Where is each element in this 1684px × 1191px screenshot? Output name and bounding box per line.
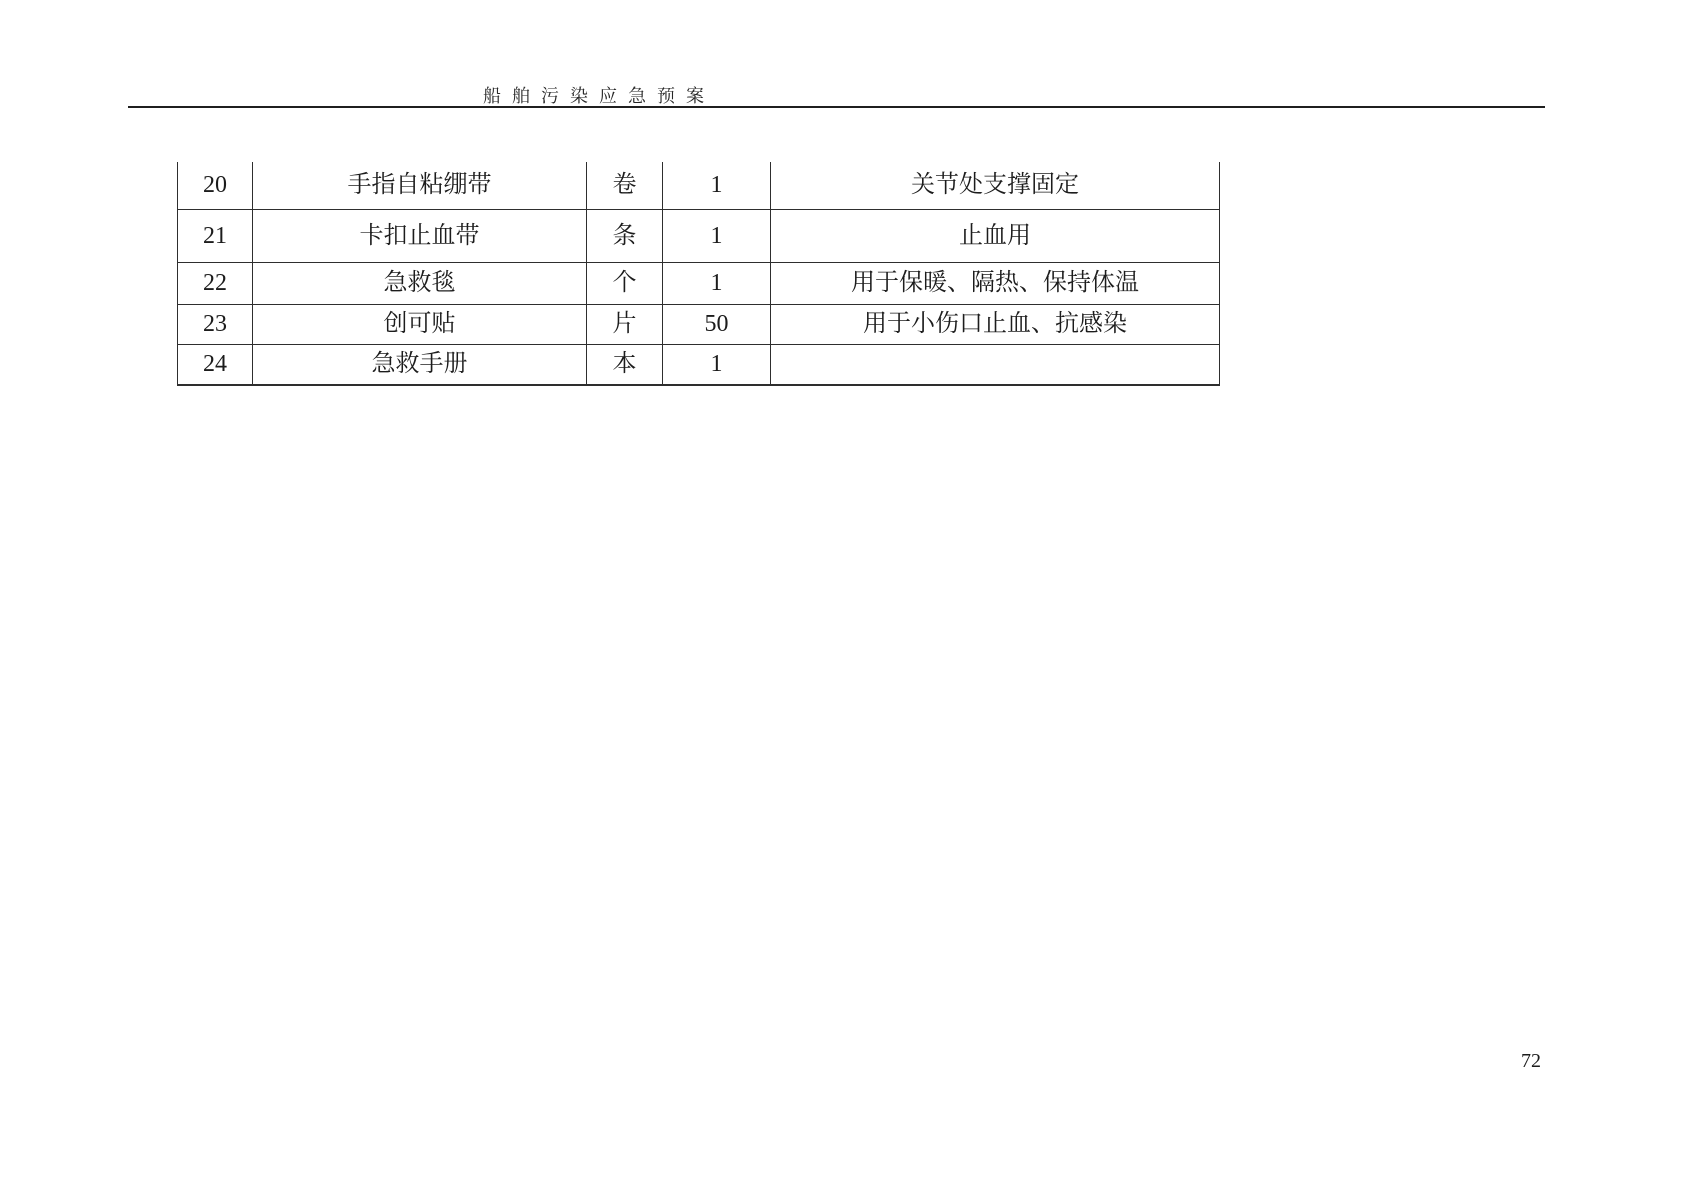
table-cell-qty: 1 (663, 263, 771, 304)
table-cell-purpose: 用于小伤口止血、抗感染 (863, 311, 1127, 338)
table-row (178, 345, 1219, 386)
table-cell-purpose: 用于保暖、隔热、保持体温 (851, 270, 1139, 297)
supplies-table (177, 162, 1220, 386)
table-cell-name: 急救毯 (253, 263, 587, 304)
table-cell-no: 24 (178, 345, 253, 384)
table-cell-purpose (771, 345, 1219, 384)
table-row (178, 210, 1219, 263)
page-number: 72 (1521, 1050, 1541, 1072)
page-header-title: 船舶污染应急预案 (483, 86, 715, 106)
table-cell-no: 21 (178, 210, 253, 262)
table-cell-unit: 卷 (587, 162, 663, 209)
table-cell-purpose: 止血用 (959, 222, 1031, 249)
table-cell-qty: 1 (663, 210, 771, 262)
table-cell-purpose: 关节处支撑固定 (911, 172, 1079, 199)
table-cell-unit: 个 (587, 263, 663, 304)
table-cell-name: 急救手册 (253, 345, 587, 384)
header-rule (128, 106, 1545, 108)
table-cell-unit: 本 (587, 345, 663, 384)
table-cell-unit: 片 (587, 305, 663, 344)
table-row (178, 305, 1219, 345)
table-cell-name: 卡扣止血带 (253, 210, 587, 262)
table-cell-qty: 1 (663, 345, 771, 384)
table-cell-no: 23 (178, 305, 253, 344)
table-cell-unit: 条 (587, 210, 663, 262)
table-row (178, 263, 1219, 305)
table-cell-no: 20 (178, 162, 253, 209)
table-cell-no: 22 (178, 263, 253, 304)
table-cell-name: 创可贴 (253, 305, 587, 344)
table-cell-qty: 50 (663, 305, 771, 344)
table-cell-qty: 1 (663, 162, 771, 209)
table-cell-name: 手指自粘绷带 (253, 162, 587, 209)
table-row (178, 162, 1219, 210)
